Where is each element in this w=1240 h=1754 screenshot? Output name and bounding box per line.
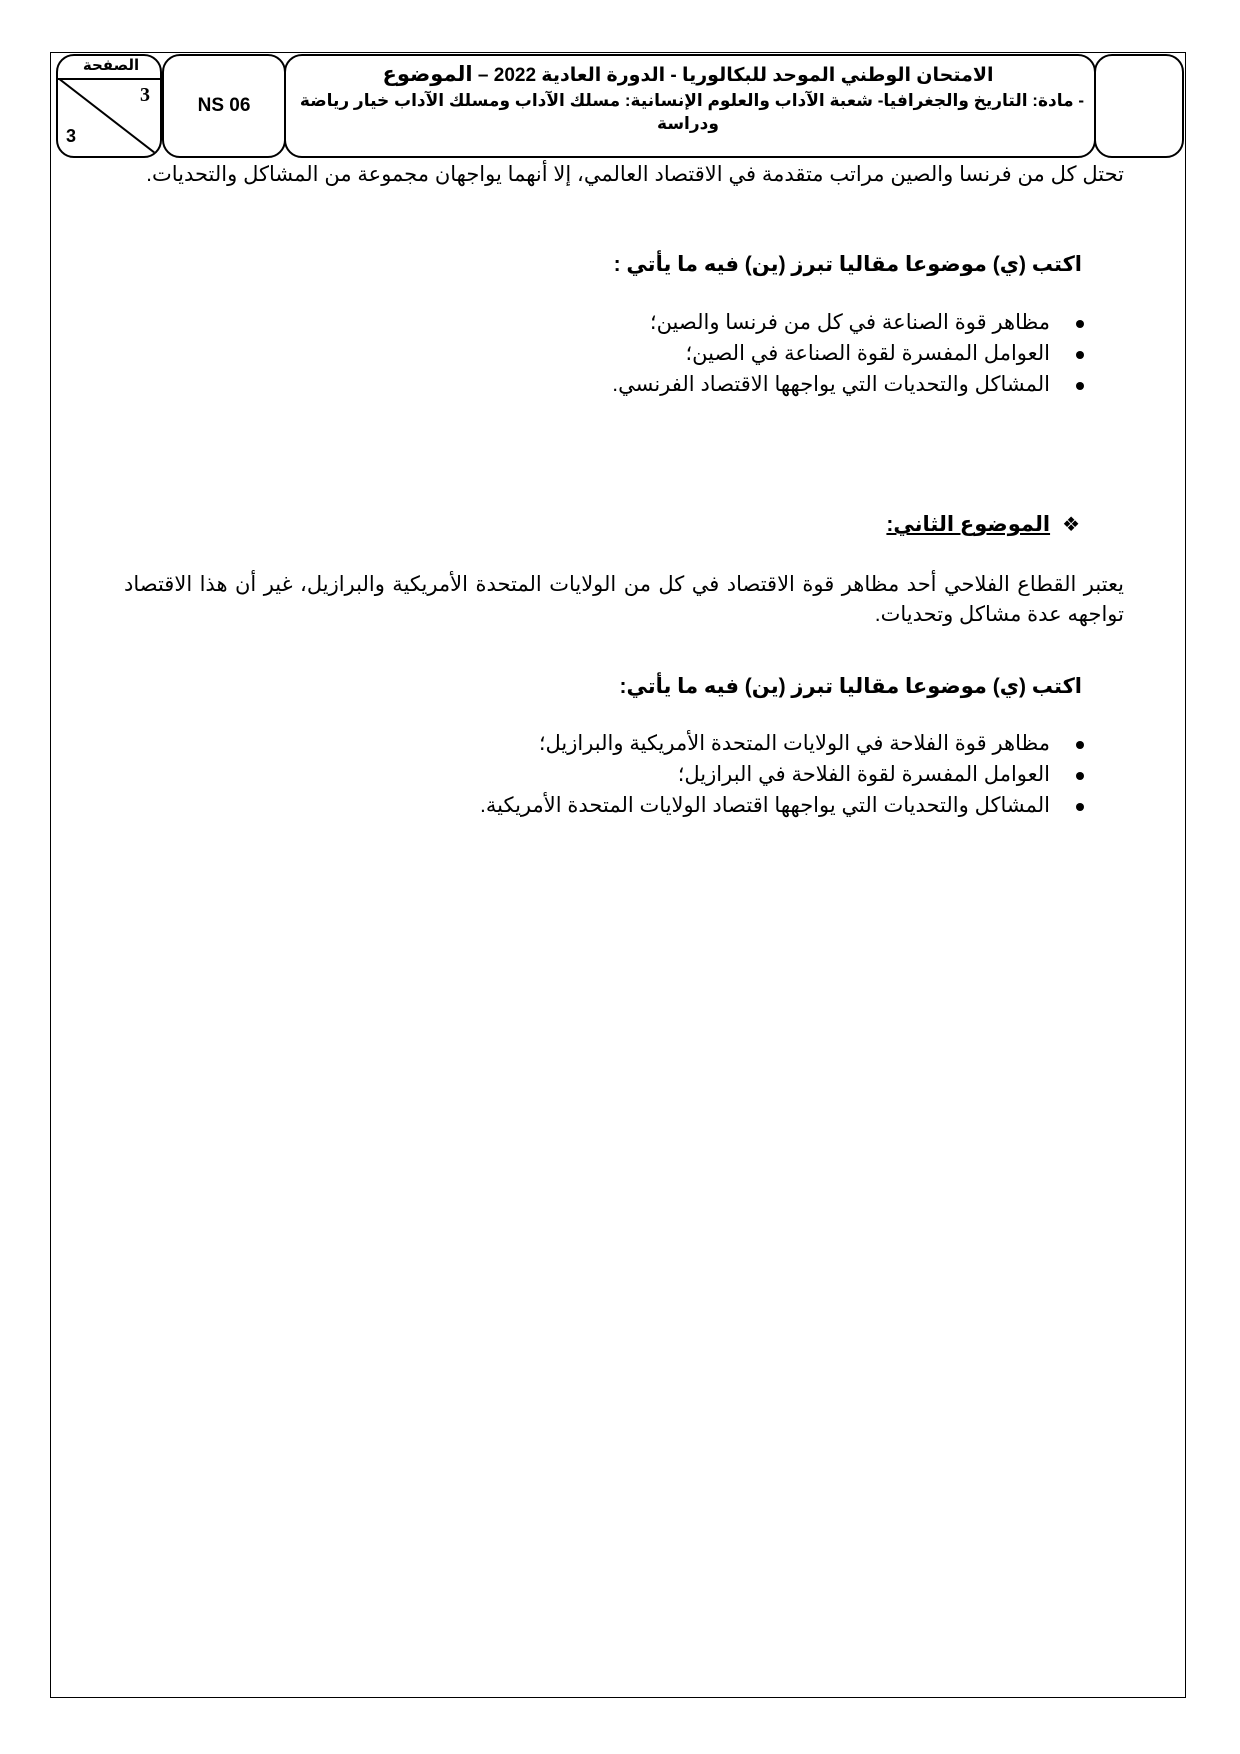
bullet-icon [1076,803,1084,811]
page-label: الصفحة [58,56,162,80]
bullet-icon [1076,382,1084,390]
list-item: المشاكل والتحديات التي يواجهها الاقتصاد الفرنسي. [612,369,1090,400]
topic1-instruction: اكتب (ي) موضوعا مقاليا تبرز (ين) فيه ما يأتي : [613,253,1082,276]
page-frame [50,52,1186,1698]
exam-title: الامتحان الوطني الموحد للبكالوريا - الدورة العادية 2022 – الموضوع [382,63,994,86]
list-item: مظاهر قوة الفلاحة في الولايات المتحدة الأمريكية والبرازيل؛ [480,728,1090,759]
exam-subject-line-cont: ودراسة [657,114,719,133]
topic2-label: الموضوع الثاني: [886,513,1051,536]
list-item: العوامل المفسرة لقوة الفلاحة في البرازيل؛ [480,759,1090,790]
topic1-intro: تحتل كل من فرنسا والصين مراتب متقدمة في الاقتصاد العالمي، إلا أنهما يواجهان مجموعة من المشاكل والتحديات. [146,163,1124,186]
page-number-box [56,54,162,158]
page-total: 3 [66,126,77,146]
exam-title-box [284,54,1096,158]
exam-code: NS 06 [197,95,251,116]
list-item: المشاكل والتحديات التي يواجهها اقتصاد الولايات المتحدة الأمريكية. [480,790,1090,821]
exam-subject-line: - مادة: التاريخ والجغرافيا- شعبة الآداب والعلوم الإنسانية: مسلك الآداب ومسلك الآداب خيار رياضة [299,91,1084,110]
diamond-bullet-icon: ❖ [1062,514,1080,536]
bullet-icon [1076,320,1084,328]
topic2-instruction: اكتب (ي) موضوعا مقاليا تبرز (ين) فيه ما يأتي: [619,675,1082,698]
list-item: مظاهر قوة الصناعة في كل من فرنسا والصين؛ [612,307,1090,338]
topic1-bullet-list [612,307,1090,400]
list-item: العوامل المفسرة لقوة الصناعة في الصين؛ [612,338,1090,369]
exam-code-box [162,54,286,158]
bullet-icon [1076,351,1084,359]
page-number: 3 [140,84,150,106]
empty-header-box [1094,54,1184,158]
topic2-heading [886,512,1080,537]
topic2-intro: يعتبر القطاع الفلاحي أحد مظاهر قوة الاقتصاد في كل من الولايات المتحدة الأمريكية والبرازيل، غير أن هذا الاقتصاد تواجهه عدة مشاكل وتحديات. [124,573,1124,626]
topic2-bullet-list [480,728,1090,821]
bullet-icon [1076,741,1084,749]
bullet-icon [1076,772,1084,780]
